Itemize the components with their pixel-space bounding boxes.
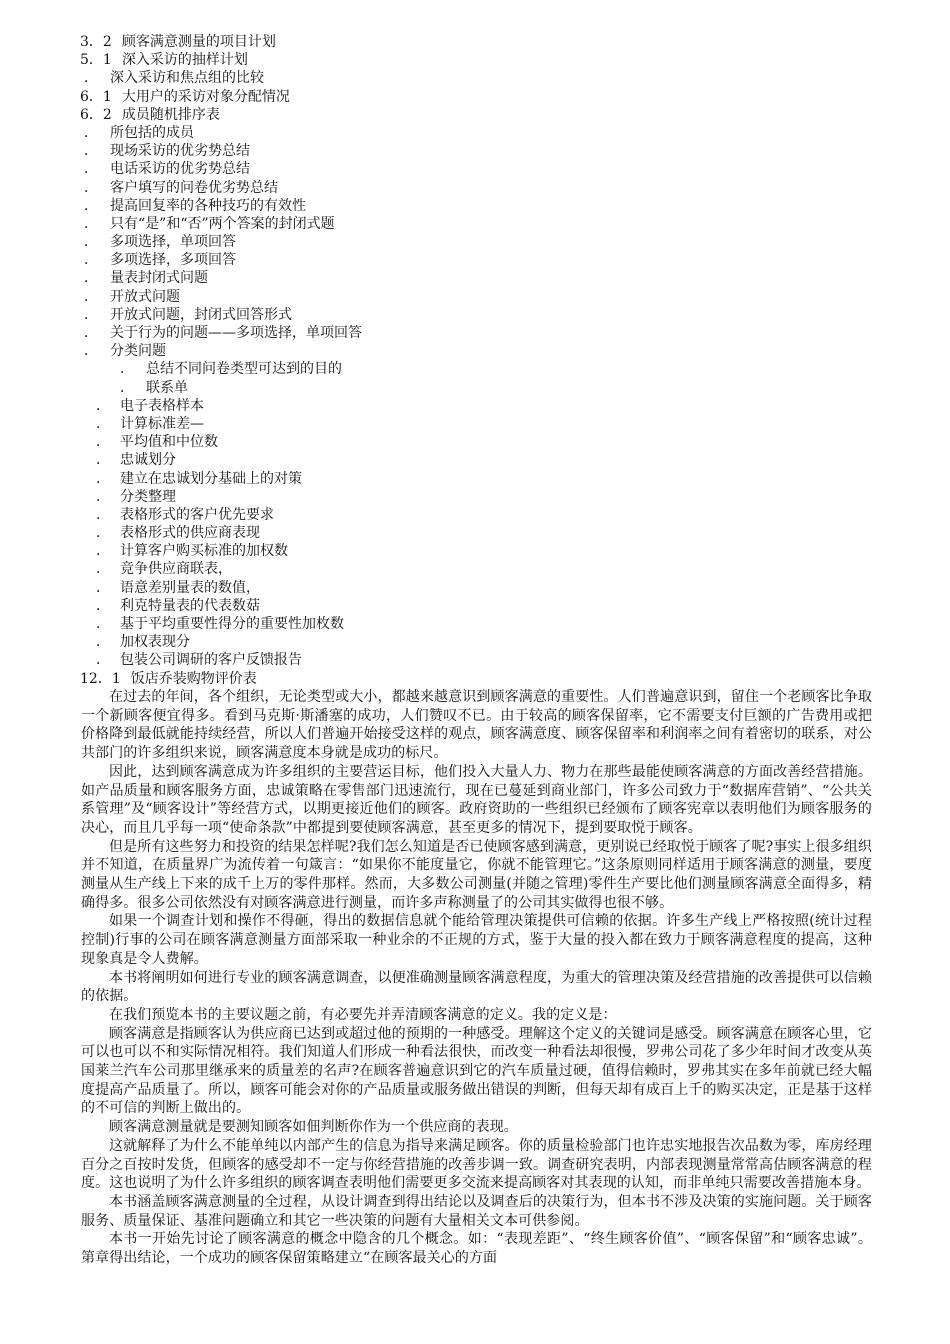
table-list-item [80,197,880,215]
body-paragraph: 但是所有这些努力和投资的结果怎样呢?我们怎么知道是否已使顾客感到满意，更别说已经取悦于顾客了呢?事实上很多组织并不知道，在质量界广为流传着一句箴言：“如果你不能度量它，你就不能管理它。”这条原则同样适用于顾客满意的测量，要度测量从生产线上下来的成千上万的零件那样。然而，大多数公司测量(并随之管理)零件生产要比他们测量顾客满意全面得多，精确得多。很多公司依然没有对顾客满意进行测量，而许多声称测量了的公司其实做得也很不够。 [81,838,872,911]
table-title: 表格形式的供应商表现 [120,525,260,542]
table-title: 电子表格样本 [120,397,204,414]
table-list-item [80,506,880,524]
table-number: ． [96,597,110,614]
table-title: 多项选择，单项回答 [110,234,236,251]
table-number: ． [96,652,110,669]
table-list-item [80,324,880,342]
table-title: 成员随机排序表 [121,106,220,123]
table-number: ． [96,434,110,451]
table-list-item [80,397,880,415]
table-title: 深入采访的抽样计划 [121,52,248,69]
table-list-item [80,88,880,106]
table-list-item [80,33,880,51]
table-list-item [80,670,880,688]
table-number: 3．2 [80,34,112,50]
table-list-item [80,451,880,469]
table-list-item [80,306,880,324]
body-paragraph: 这就解释了为什么不能单纯以内部产生的信息为指导来满足顾客。你的质量检验部门也许忠实地报告次品数为零，库房经理百分之百按时发货，但顾客的感受却不一定与你经营措施的改善步调一致。调查研究表明，内部表现测量常常高估顾客满意的程度。这也说明了为什么许多组织的顾客调查表明他们需要更多交流来提高顾客对其表现的认知，而非单纯只需要改善措施本身。 [81,1137,872,1192]
table-list-item [80,342,880,360]
table-number: ． [96,561,110,578]
table-number: ． [96,579,110,596]
table-number: ． [84,124,98,141]
table-number: ． [96,470,110,487]
table-title: 开放式问题 [110,288,180,305]
table-title: 竞争供应商联表， [120,561,232,578]
table-title: 基于平均重要性得分的重要性加枚数 [120,616,344,632]
body-paragraph: 本书一开始先讨论了顾客满意的概念中隐含的几个概念。如：“表现差距”、“终生顾客价值”、“顾客保留”和“顾客忠诚”。第章得出结论，一个成功的顾客保留策略建立“在顾客最关心的方面 [81,1231,872,1267]
body-paragraph: 本书涵盖顾客满意测量的全过程，从设计调查到得出结论以及调查后的决策行为，但本书不涉及决策的实施问题。关于顾客服务、质量保证、基准问题确立和其它一些决策的问题有大量相关文本可供参阅。 [81,1193,872,1229]
table-title: 语意差别量表的数值， [120,579,260,596]
table-title: 分类整理 [120,488,176,505]
table-number: 6．1 [80,88,112,105]
body-paragraph: 在我们预览本书的主要议题之前，有必要先并弄清顾客满意的定义。我的定义是： [109,1006,617,1023]
table-number: ． [120,379,134,396]
table-number: ． [96,506,110,523]
table-title: 关于行为的问题——多项选择，单项回答 [110,325,362,341]
table-number: ． [84,343,98,360]
table-title: 多项选择，多项回答 [110,252,236,269]
table-title: 平均值和中位数 [120,434,218,451]
table-list-item [80,360,880,378]
table-number: ． [96,616,110,632]
table-number: ． [84,197,98,214]
table-list-item [80,651,880,669]
table-number: ． [120,361,134,378]
table-list-item [80,433,880,451]
table-number: ． [84,161,98,178]
table-title: 顾客满意测量的项目计划 [121,34,276,50]
table-title: 开放式问题，封闭式回答形式 [110,306,292,323]
table-number: ． [84,70,98,87]
body-paragraph: 本书将阐明如何进行专业的顾客满意调查，以便准确测量顾客满意程度，为重大的管理决策及经营措施的改善提供可以信赖的依据。 [81,969,872,1005]
table-number: ． [84,215,98,232]
table-title: 忠诚划分 [120,452,176,469]
table-list-item [80,415,880,433]
table-number: ． [84,306,98,323]
table-title: 客户填写的问卷优劣势总结 [110,179,278,196]
table-number: ． [84,288,98,305]
table-list-item [80,597,880,615]
table-number: ． [84,143,98,160]
table-list-item [80,379,880,397]
table-title: 联系单 [146,379,188,396]
body-paragraph: 顾客满意是指顾客认为供应商已达到或超过他的预期的一种感受。理解这个定义的关键词是感受。顾客满意在顾客心里，它可以也可以不和实际情况相符。我们知道人们形成一种看法很快，而改变一种看法却很慢，罗弗公司花了多少年时间才改变从英国莱兰汽车公司那里继承来的质量差的名声?在顾客普遍意识到它的汽车质量过硬，值得信赖时，罗弗其实在多年前就已经大幅度提高产品质量了。所以，顾客可能会对你的产品质量或服务做出错误的判断，但每天却有成百上千的购买决定，正是基于这样的不可信的判断上做出的。 [81,1025,872,1117]
table-list-item [80,488,880,506]
table-number: ． [96,543,110,560]
table-title: 建立在忠诚划分基础上的对策 [120,470,302,487]
table-title: 现场采访的优劣势总结 [110,143,250,160]
table-title: 表格形式的客户优先要求 [120,506,274,523]
table-list-item [80,215,880,233]
table-list-item [80,542,880,560]
introduction-body [81,688,872,1268]
table-list-item [80,69,880,87]
table-list-item [80,179,880,197]
table-title: 总结不同问卷类型可达到的目的 [146,361,342,378]
table-number: ． [84,325,98,341]
table-title: 电话采访的优劣势总结 [110,161,250,178]
table-title: 计算标准差— [120,415,204,432]
table-list-item [80,560,880,578]
table-list-item [80,288,880,306]
table-list-item [80,160,880,178]
table-list-item [80,106,880,124]
table-list-item [80,579,880,597]
table-title: 饭店乔装购物评价表 [130,670,257,687]
table-number: ． [96,415,110,432]
table-number: ． [84,179,98,196]
table-number: 12．1 [80,670,121,687]
table-title: 提高回复率的各种技巧的有效性 [110,197,306,214]
table-number: ． [84,252,98,269]
table-number: ． [96,525,110,542]
table-number: 5．1 [80,52,112,69]
table-number: ． [96,488,110,505]
table-number: ． [96,397,110,414]
table-title: 量表封闭式问题 [110,270,208,287]
table-title: 深入采访和焦点组的比较 [110,70,264,87]
table-list-item [80,524,880,542]
table-title: 大用户的采访对象分配情况 [121,88,290,105]
table-list-item [80,51,880,69]
table-list-item [80,633,880,651]
table-title: 只有“是”和“否”两个答案的封闭式题 [110,215,335,232]
table-number: ． [84,234,98,251]
table-list-item [80,251,880,269]
table-number: ． [84,270,98,287]
body-paragraph: 在过去的年间，各个组织，无论类型或大小，都越来越意识到顾客满意的重要性。人们普遍意识到，留住一个老顾客比争取一个新顾客便宜得多。看到马克斯·斯潘塞的成功，人们赞叹不已。由于较高的顾客保留率，它不需要支付巨额的广告费用或把价格降到最低就能持续经营，所以人们普遍开始接受这样的观点，顾客满意度、顾客保留率和利润率之间有着密切的联系，对公共部门的许多组织来说，顾客满意度本身就是成功的标尺。 [81,689,872,762]
table-number: 6．2 [80,106,112,123]
table-list-item [80,142,880,160]
table-title: 加权表现分 [120,634,190,651]
body-paragraph: 如果一个调查计划和操作不得砸，得出的数据信息就个能给管理决策提供可信赖的依据。许多生产线上严格按照(统计过程控制)行事的公司在顾客满意测量方面部采取一种业余的不正规的方式，鉴于大量的投入都在致力于顾客满意程度的提高，这种现象真是令人费解。 [81,913,872,967]
table-title: 所包括的成员 [110,124,194,141]
table-title: 分类问题 [110,343,166,360]
table-number: ． [96,634,110,651]
table-title: 计算客户购买标准的加权数 [120,543,288,560]
table-list [80,33,880,688]
table-title: 利克特量表的代表数菇 [120,597,260,614]
table-title: 包装公司调研的客户反馈报告 [120,652,302,669]
body-paragraph: 顾客满意测量就是要测知顾客如佃判断你作为一个供应商的表现。 [109,1119,518,1136]
table-list-item [80,269,880,287]
table-list-item [80,233,880,251]
table-list-item [80,615,880,633]
body-paragraph: 因此，达到顾客满意成为许多组织的主要营运目标，他们投入大量人力、物力在那些最能使顾客满意的方面改善经营措施。如产品质量和顾客服务方面，忠诚策略在零售部门迅速流行，现在已蔓延到商业部门，许多公司致力于“数据库营销”、“公共关系管理”及“顾客设计”等经营方式，以期更接近他们的顾客。政府资助的一些组织已经颁布了顾客宪章以表明他们为顾客服务的决心，而且几乎每一项“使命条款”中都提到要使顾客满意，甚至更多的情况下，提到要取悦于顾客。 [81,763,872,836]
table-list-item [80,124,880,142]
table-list-item [80,470,880,488]
table-number: ． [96,452,110,469]
